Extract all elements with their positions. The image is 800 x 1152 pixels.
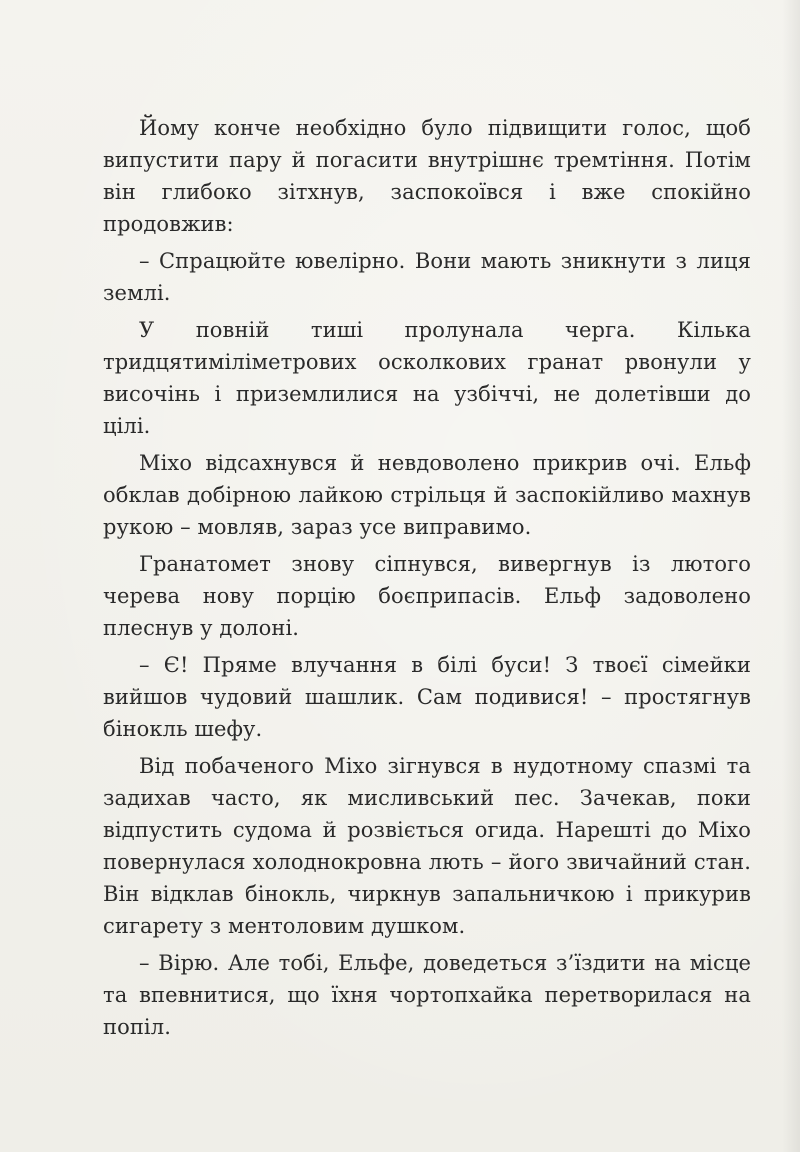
- paragraph-4: Міхо відсахнувся й невдоволено прикрив очі. Ельф обклав добірною лайкою стрільця й заспокійливо махнув рукою – мовляв, зараз усе виправимо.: [103, 451, 751, 539]
- paragraph-2: – Спрацюйте ювелірно. Вони мають зникнути з лиця землі.: [103, 249, 751, 305]
- page-text: [103, 112, 751, 1048]
- paragraph-6: – Є! Пряме влучання в білі буси! З твоєї сімейки вийшов чудовий шашлик. Сам подивися! – простягнув бінокль шефу.: [103, 653, 751, 741]
- paragraph-7: Від побаченого Міхо зігнувся в нудотному спазмі та задихав часто, як мисливський пес. Зачекав, поки відпустить судома й розвіється огида. Нарешті до Міхо повернулася холоднокровна лють – його звичайний стан. Він відклав бінокль, чиркнув запальничкою і прикурив сигарету з ментоловим душком.: [103, 754, 751, 938]
- paragraph-1: Йому конче необхідно було підвищити голос, щоб випустити пару й погасити внутрішнє тремтіння. Потім він глибоко зітхнув, заспокоївся і вже спокійно продовжив:: [103, 116, 751, 236]
- paragraph-3: У повній тиші пролунала черга. Кілька тридцятиміліметрових осколкових гранат рвонули у височінь і приземлилися на узбіччі, не долетівши до цілі.: [103, 318, 751, 438]
- paragraph-8: – Вірю. Але тобі, Ельфе, доведеться з’їздити на місце та впевнитися, що їхня чортопхайка перетворилася на попіл.: [103, 951, 751, 1039]
- paragraph-5: Гранатомет знову сіпнувся, вивергнув із лютого черева нову порцію боєприпасів. Ельф задоволено плеснув у долоні.: [103, 552, 751, 640]
